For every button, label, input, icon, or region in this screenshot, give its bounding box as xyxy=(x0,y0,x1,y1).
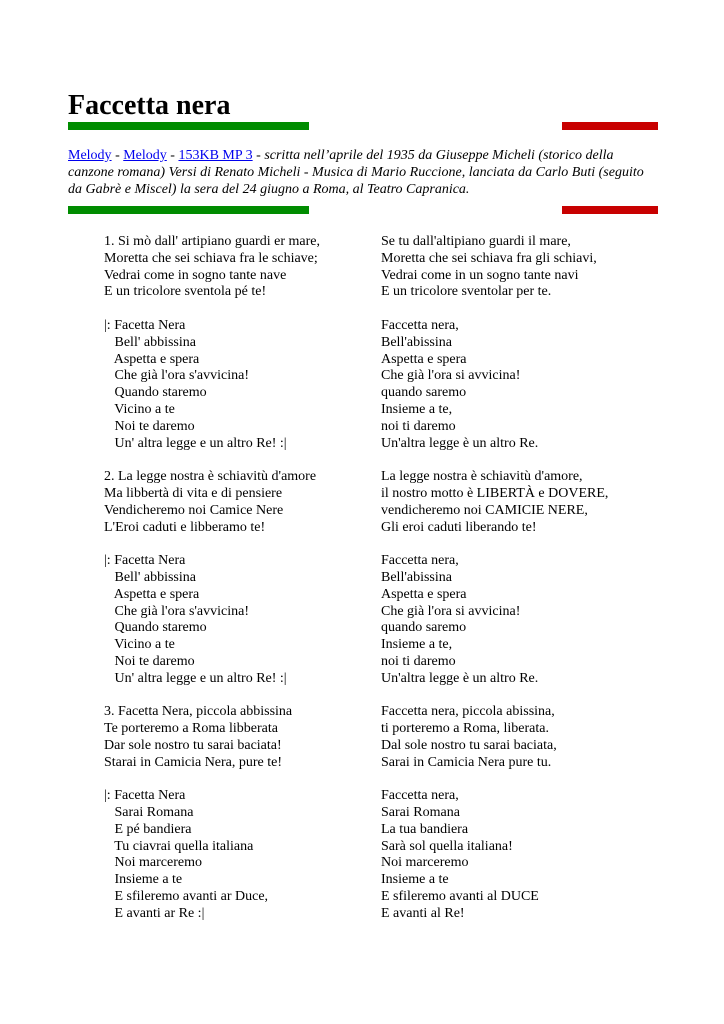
intro-separator: - xyxy=(166,148,179,163)
lyric-line: Aspetta e spera xyxy=(381,586,467,602)
lyric-line: |: Facetta Nera xyxy=(104,317,186,333)
italian-lyrics-column xyxy=(381,234,608,923)
italian-stanza xyxy=(381,469,608,536)
stanza-gap xyxy=(381,688,608,705)
lyric-line: vendicheremo noi CAMICIE NERE, xyxy=(381,502,588,518)
lyric-line: Vicino a te xyxy=(104,637,175,653)
lyric-line: E pé bandiera xyxy=(104,821,192,837)
lyric-line: Faccetta nera, xyxy=(381,553,459,569)
lyric-line: E un tricolore sventola pé te! xyxy=(104,284,267,300)
lyric-line: Sarai Romana xyxy=(381,805,460,821)
lyric-line: Faccetta nera, xyxy=(381,317,459,333)
lyric-line: Te porteremo a Roma libberata xyxy=(104,721,278,737)
song-description: scritta nell’aprile del 1935 da Giuseppe Micheli (storico della canzone romana) Versi di Renato Micheli - Musica di Mario Ruccione, lanciata da Carlo Buti (seguito da Gabrè e Miscel) la sera del 24 giugno a Roma, al Teatro Capranica. xyxy=(68,148,644,197)
lyric-line: Aspetta e spera xyxy=(104,586,200,602)
lyric-line: Vedrai come in un sogno tante navi xyxy=(381,267,579,283)
melody-link-1[interactable]: Melody xyxy=(68,148,112,163)
italian-stanza xyxy=(381,318,608,452)
stanza-gap xyxy=(381,772,608,789)
lyric-line: Faccetta nera, xyxy=(381,788,459,804)
lyric-line: Sarà sol quella italiana! xyxy=(381,838,513,854)
lyric-line: Un' altra legge e un altro Re! :| xyxy=(104,670,287,686)
stanza-gap xyxy=(381,301,608,318)
lyric-line: quando saremo xyxy=(381,620,467,636)
lyric-line: Tu ciavrai quella italiana xyxy=(104,838,254,854)
italian-stanza xyxy=(381,553,608,687)
lyric-line: quando saremo xyxy=(381,385,467,401)
lyric-line: Dal sole nostro tu sarai baciata, xyxy=(381,737,557,753)
lyric-line: Bell'abissina xyxy=(381,569,452,585)
lyric-line: Che già l'ora si avvicina! xyxy=(381,603,521,619)
lyric-line: Un' altra legge e un altro Re! :| xyxy=(104,435,287,451)
lyric-line: Bell' abbissina xyxy=(104,334,196,350)
stanza-gap xyxy=(104,452,320,469)
lyric-line: 1. Si mò dall' artipiano guardi er mare, xyxy=(104,234,320,249)
lyric-line: Noi te daremo xyxy=(104,653,195,669)
lyric-line: Sarai in Camicia Nera pure tu. xyxy=(381,754,552,770)
lyric-line: Vendicheremo noi Camice Nere xyxy=(104,502,284,518)
page-title: Faccetta nera xyxy=(68,90,231,121)
lyric-line: noi ti daremo xyxy=(381,653,456,669)
lyric-line: Noi marceremo xyxy=(104,855,202,871)
lyric-line: Che già l'ora s'avvicina! xyxy=(104,368,249,384)
italian-stanza xyxy=(381,788,608,922)
lyric-line: Moretta che sei schiava fra le schiave; xyxy=(104,250,318,266)
melody-link-2[interactable]: Melody xyxy=(123,148,167,163)
intro-separator: - xyxy=(252,148,265,163)
lyric-line: |: Facetta Nera xyxy=(104,553,186,569)
dialect-stanza xyxy=(104,788,320,922)
lyric-line: Noi te daremo xyxy=(104,418,195,434)
dialect-stanza xyxy=(104,318,320,452)
lyric-line: Insieme a te, xyxy=(381,637,453,653)
lyric-line: Bell'abissina xyxy=(381,334,452,350)
stanza-gap xyxy=(381,536,608,553)
lyric-line: Faccetta nera, piccola abissina, xyxy=(381,704,555,720)
stanza-gap xyxy=(104,536,320,553)
green-divider-top xyxy=(68,122,309,130)
dialect-stanza xyxy=(104,234,320,301)
lyric-line: Ma libbertà di vita e di pensiere xyxy=(104,485,283,501)
lyric-line: Che già l'ora s'avvicina! xyxy=(104,603,249,619)
stanza-gap xyxy=(381,452,608,469)
lyric-line: noi ti daremo xyxy=(381,418,456,434)
mp3-link[interactable]: 153KB MP 3 xyxy=(178,148,253,163)
lyric-line: E sfileremo avanti al DUCE xyxy=(381,889,539,905)
lyric-line: 2. La legge nostra è schiavitù d'amore xyxy=(104,469,317,485)
lyric-line: Insieme a te, xyxy=(381,401,453,417)
red-divider-bottom xyxy=(562,206,658,214)
lyric-line: Quando staremo xyxy=(104,620,207,636)
intro-paragraph xyxy=(68,147,658,198)
lyric-line: |: Facetta Nera xyxy=(104,788,186,804)
lyric-line: Se tu dall'altipiano guardi il mare, xyxy=(381,234,571,249)
dialect-stanza xyxy=(104,553,320,687)
lyric-line: Sarai Romana xyxy=(104,805,194,821)
lyric-line: E avanti al Re! xyxy=(381,905,465,921)
stanza-gap xyxy=(104,301,320,318)
lyric-line: Aspetta e spera xyxy=(104,351,200,367)
lyric-line: E un tricolore sventolar per te. xyxy=(381,284,552,300)
lyric-line: Un'altra legge è un altro Re. xyxy=(381,435,539,451)
lyric-line: Gli eroi caduti liberando te! xyxy=(381,519,537,535)
lyric-line: Un'altra legge è un altro Re. xyxy=(381,670,539,686)
stanza-gap xyxy=(104,688,320,705)
dialect-stanza xyxy=(104,469,320,536)
dialect-lyrics-column xyxy=(104,234,320,923)
lyric-line: Noi marceremo xyxy=(381,855,469,871)
lyric-line: Insieme a te xyxy=(104,872,183,888)
lyric-line: Dar sole nostro tu sarai baciata! xyxy=(104,737,282,753)
lyric-line: Moretta che sei schiava fra gli schiavi, xyxy=(381,250,597,266)
lyric-line: ti porteremo a Roma, liberata. xyxy=(381,721,549,737)
lyric-line: Quando staremo xyxy=(104,385,207,401)
lyric-line: L'Eroi caduti e libberamo te! xyxy=(104,519,266,535)
lyric-line: Vicino a te xyxy=(104,401,175,417)
intro-separator: - xyxy=(111,148,124,163)
lyric-line: Starai in Camicia Nera, pure te! xyxy=(104,754,283,770)
lyric-line: Che già l'ora si avvicina! xyxy=(381,368,521,384)
lyric-line: E avanti ar Re :| xyxy=(104,905,205,921)
dialect-stanza xyxy=(104,704,320,771)
lyric-line: La tua bandiera xyxy=(381,821,469,837)
green-divider-bottom xyxy=(68,206,309,214)
lyric-line: La legge nostra è schiavitù d'amore, xyxy=(381,469,583,485)
italian-stanza xyxy=(381,704,608,771)
italian-stanza xyxy=(381,234,608,301)
lyric-line: Insieme a te xyxy=(381,872,449,888)
red-divider-top xyxy=(562,122,658,130)
stanza-gap xyxy=(104,772,320,789)
lyric-line: Vedrai come in sogno tante nave xyxy=(104,267,287,283)
lyric-line: 3. Facetta Nera, piccola abbissina xyxy=(104,704,293,720)
lyric-line: Aspetta e spera xyxy=(381,351,467,367)
lyric-line: Bell' abbissina xyxy=(104,569,196,585)
lyric-line: il nostro motto è LIBERTÀ e DOVERE, xyxy=(381,485,609,501)
lyric-line: E sfileremo avanti ar Duce, xyxy=(104,889,269,905)
